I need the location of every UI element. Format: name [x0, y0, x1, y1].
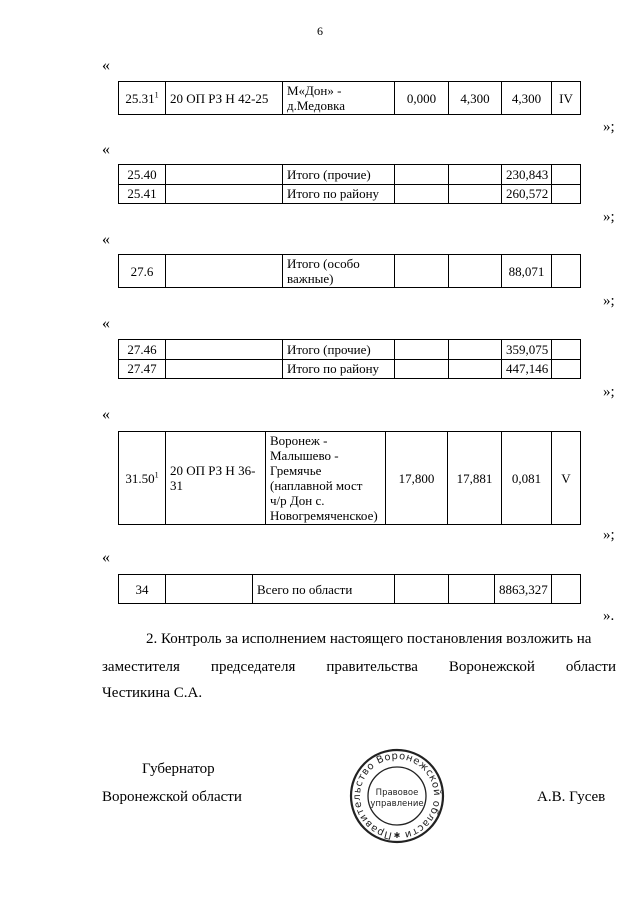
opening-quote: « [102, 406, 110, 423]
opening-quote: « [102, 315, 110, 332]
closing-quote: »; [603, 119, 615, 135]
empty-cell [552, 340, 581, 360]
length-cell: 260,572 [502, 184, 552, 204]
table-row [119, 432, 581, 525]
signatory-title-line-1: Губернатор [142, 761, 215, 777]
table-row [119, 359, 581, 379]
empty-cell [395, 340, 449, 360]
empty-cell [395, 255, 449, 288]
empty-cell [449, 165, 502, 185]
table-rows-25-40-41 [118, 164, 581, 204]
empty-cell [552, 165, 581, 185]
paragraph-word: председателя [210, 659, 296, 675]
signatory-title-line-2: Воронежской области [102, 789, 242, 805]
table-row-27-6 [118, 254, 581, 288]
empty-cell [449, 184, 502, 204]
opening-quote: « [102, 57, 110, 74]
length-cell: 0,081 [502, 432, 552, 525]
length-cell: 4,300 [502, 82, 552, 115]
table-row [119, 340, 581, 360]
empty-cell [552, 575, 581, 604]
empty-cell [166, 340, 283, 360]
empty-cell [395, 165, 449, 185]
empty-cell [449, 359, 502, 379]
road-code-cell: 20 ОП РЗ Н 42-25 [166, 82, 283, 115]
row-number-cell: 27.6 [119, 255, 166, 288]
road-code-cell: 20 ОП РЗ Н 36- 31 [166, 432, 266, 525]
row-number-cell: 31.50$^1$ [119, 432, 166, 525]
table-row-31-50 [118, 431, 581, 525]
length-cell: 359,075 [502, 340, 552, 360]
road-name-cell: Воронеж - Малышево - Гремячье (наплавной мост ч/р Дон с. Новогремяченское) [266, 432, 386, 525]
row-number-cell: 34 [119, 575, 166, 604]
road-name-cell: Итого (прочие) [283, 340, 395, 360]
stamp-center-line-2: управление [370, 799, 424, 809]
row-number-cell: 27.46 [119, 340, 166, 360]
length-cell: 230,843 [502, 165, 552, 185]
closing-quote-final: ». [603, 608, 615, 624]
table-row [119, 82, 581, 115]
road-name-cell: Всего по области [253, 575, 395, 604]
paragraph-word: Воронежской [448, 659, 535, 675]
table-row-25-31 [118, 81, 581, 115]
table-row [119, 165, 581, 185]
empty-cell [449, 255, 502, 288]
category-cell: V [552, 432, 581, 525]
table-row [119, 255, 581, 288]
opening-quote: « [102, 141, 110, 158]
row-number-cell: 27.47 [119, 359, 166, 379]
paragraph-word: области [565, 659, 616, 675]
empty-cell [166, 184, 283, 204]
stamp-ring-text: Правительство Воронежской области [351, 750, 443, 841]
opening-quote: « [102, 231, 110, 248]
length-cell: 88,071 [502, 255, 552, 288]
row-number-cell: 25.31$^1$ [119, 82, 166, 115]
paragraph-line-3: Честикина С.А. [102, 685, 203, 701]
empty-cell [552, 255, 581, 288]
table-row [119, 184, 581, 204]
row-number-cell: 25.40 [119, 165, 166, 185]
length-cell: 447,146 [502, 359, 552, 379]
paragraph-word: заместителя [102, 659, 180, 675]
empty-cell [166, 359, 283, 379]
stamp-seal-icon [345, 745, 450, 845]
end-km-cell: 4,300 [449, 82, 502, 115]
start-km-cell: 17,800 [386, 432, 448, 525]
road-name-cell: Итого по району [283, 184, 395, 204]
road-name-cell: Итого (особо важные) [283, 255, 395, 288]
closing-quote: »; [603, 209, 615, 225]
paragraph-line-1: 2. Контроль за исполнением настоящего постановления возложить на [146, 631, 592, 647]
paragraph-word: правительства [326, 659, 418, 675]
empty-cell [395, 575, 449, 604]
closing-quote: »; [603, 293, 615, 309]
table-row [119, 575, 581, 604]
empty-cell [166, 255, 283, 288]
road-name-cell: М«Дон» - д.Медовка [283, 82, 395, 115]
closing-quote: »; [603, 527, 615, 543]
end-km-cell: 17,881 [448, 432, 502, 525]
empty-cell [395, 359, 449, 379]
table-row-34 [118, 574, 581, 604]
empty-cell [552, 359, 581, 379]
category-cell: IV [552, 82, 581, 115]
opening-quote: « [102, 549, 110, 566]
start-km-cell: 0,000 [395, 82, 449, 115]
row-number-cell: 25.41 [119, 184, 166, 204]
table-rows-27-46-47 [118, 339, 581, 379]
closing-quote: »; [603, 384, 615, 400]
empty-cell [552, 184, 581, 204]
road-name-cell: Итого по району [283, 359, 395, 379]
page-number: 6 [317, 24, 323, 38]
stamp-center-line-1: Правовое [375, 788, 419, 798]
stamp-star-icon: ✱ [393, 831, 401, 840]
empty-cell [395, 184, 449, 204]
empty-cell [166, 575, 253, 604]
paragraph-line-2 [102, 654, 616, 680]
road-name-cell: Итого (прочие) [283, 165, 395, 185]
empty-cell [166, 165, 283, 185]
signatory-name: А.В. Гусев [537, 789, 606, 805]
official-stamp [345, 745, 450, 845]
length-cell: 8863,327 [495, 575, 552, 604]
empty-cell [449, 340, 502, 360]
empty-cell [449, 575, 495, 604]
